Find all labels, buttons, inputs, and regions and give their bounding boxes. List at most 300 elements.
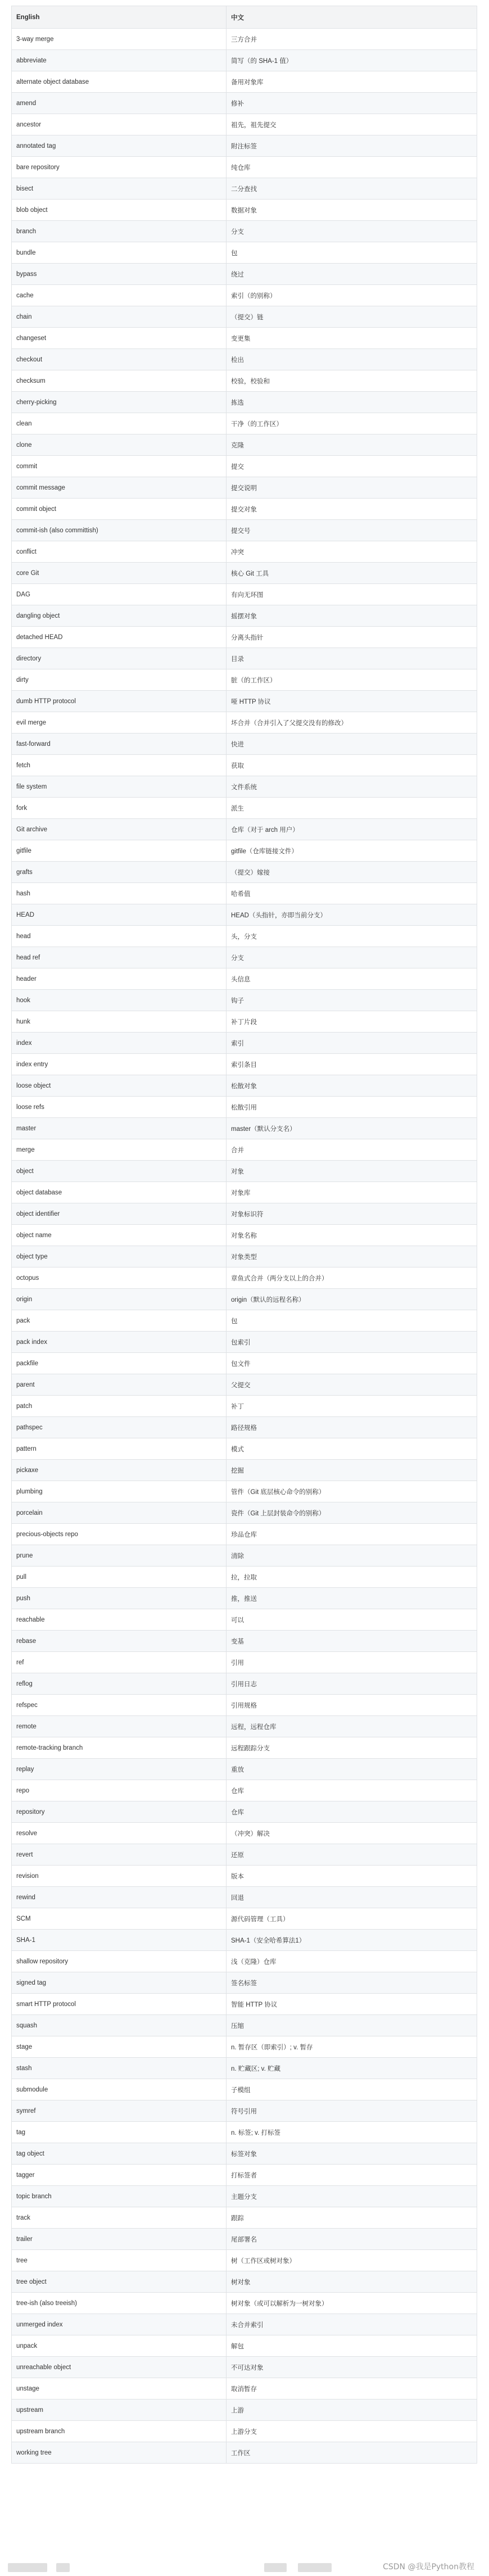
term-chinese: 跟踪 xyxy=(227,2207,477,2229)
term-chinese: 源代码管理（工具） xyxy=(227,1908,477,1930)
term-english: tag object xyxy=(12,2143,227,2165)
term-chinese: master（默认分支名） xyxy=(227,1118,477,1139)
term-chinese: 仓库（对于 arch 用户） xyxy=(227,819,477,840)
table-row xyxy=(12,2335,477,2357)
term-english: unpack xyxy=(12,2335,227,2357)
table-row xyxy=(12,1524,477,1545)
term-chinese: n. 标签; v. 打标签 xyxy=(227,2122,477,2143)
term-english: commit object xyxy=(12,499,227,520)
term-english: tree object xyxy=(12,2271,227,2293)
table-row xyxy=(12,1801,477,1823)
table-row xyxy=(12,1545,477,1567)
term-chinese: 压缩 xyxy=(227,2015,477,2036)
term-chinese: 数据对象 xyxy=(227,200,477,221)
term-chinese: 钩子 xyxy=(227,990,477,1011)
term-english: cache xyxy=(12,285,227,306)
table-row xyxy=(12,1075,477,1097)
table-row xyxy=(12,734,477,755)
term-chinese: 拉，拉取 xyxy=(227,1567,477,1588)
term-chinese: 签名标签 xyxy=(227,1972,477,1994)
table-row xyxy=(12,947,477,968)
term-english: 3-way merge xyxy=(12,29,227,50)
term-english: packfile xyxy=(12,1353,227,1374)
term-english: core Git xyxy=(12,563,227,584)
term-english: object database xyxy=(12,1182,227,1203)
table-row xyxy=(12,93,477,114)
term-chinese: 标签对象 xyxy=(227,2143,477,2165)
table-row xyxy=(12,1396,477,1417)
column-header-chinese: 中文 xyxy=(227,6,477,29)
term-english: ref xyxy=(12,1652,227,1673)
table-row xyxy=(12,1182,477,1203)
term-english: patch xyxy=(12,1396,227,1417)
table-row xyxy=(12,1310,477,1332)
term-english: alternate object database xyxy=(12,71,227,93)
term-chinese: 重放 xyxy=(227,1759,477,1780)
table-row xyxy=(12,306,477,328)
table-row xyxy=(12,477,477,499)
term-chinese: 未合并索引 xyxy=(227,2314,477,2335)
term-chinese: 智能 HTTP 协议 xyxy=(227,1994,477,2015)
table-row xyxy=(12,2079,477,2100)
term-chinese: 分离头指针 xyxy=(227,627,477,648)
term-chinese: 拣选 xyxy=(227,392,477,413)
table-row xyxy=(12,1267,477,1289)
term-english: upstream branch xyxy=(12,2421,227,2442)
table-row xyxy=(12,1823,477,1844)
term-chinese: 简写（的 SHA-1 值） xyxy=(227,50,477,71)
term-chinese: 子模组 xyxy=(227,2079,477,2100)
table-row xyxy=(12,178,477,200)
term-english: fetch xyxy=(12,755,227,776)
term-chinese: 摇摆对象 xyxy=(227,605,477,627)
term-english: fast-forward xyxy=(12,734,227,755)
term-chinese: origin（默认的远程名称） xyxy=(227,1289,477,1310)
term-english: conflict xyxy=(12,541,227,563)
term-chinese: 树对象（或可以解析为一树对象） xyxy=(227,2293,477,2314)
term-chinese: 脏（的工作区） xyxy=(227,669,477,691)
term-english: tree xyxy=(12,2250,227,2271)
term-english: working tree xyxy=(12,2442,227,2464)
term-english: submodule xyxy=(12,2079,227,2100)
term-english: upstream xyxy=(12,2400,227,2421)
term-chinese: 上游 xyxy=(227,2400,477,2421)
table-row xyxy=(12,157,477,178)
term-english: remote-tracking branch xyxy=(12,1737,227,1759)
term-english: amend xyxy=(12,93,227,114)
table-row xyxy=(12,2400,477,2421)
term-chinese: 索引（的别称） xyxy=(227,285,477,306)
table-row xyxy=(12,691,477,712)
term-chinese: 分支 xyxy=(227,221,477,242)
table-row xyxy=(12,1716,477,1737)
term-chinese: （冲突）解决 xyxy=(227,1823,477,1844)
term-english: signed tag xyxy=(12,1972,227,1994)
term-chinese: 对象 xyxy=(227,1161,477,1182)
term-chinese: 引用 xyxy=(227,1652,477,1673)
term-chinese: 仓库 xyxy=(227,1780,477,1801)
table-row xyxy=(12,520,477,541)
table-row xyxy=(12,1332,477,1353)
term-english: pack xyxy=(12,1310,227,1332)
term-chinese: 索引 xyxy=(227,1033,477,1054)
table-row xyxy=(12,1631,477,1652)
term-english: bundle xyxy=(12,242,227,264)
term-chinese: 管件（Git 底层核心命令的别称） xyxy=(227,1481,477,1502)
table-row xyxy=(12,2165,477,2186)
term-chinese: 获取 xyxy=(227,755,477,776)
term-english: track xyxy=(12,2207,227,2229)
term-chinese: HEAD（头指针，亦即当前分支） xyxy=(227,904,477,926)
term-english: grafts xyxy=(12,862,227,883)
term-english: commit xyxy=(12,456,227,477)
term-english: header xyxy=(12,968,227,990)
table-row xyxy=(12,1033,477,1054)
table-row xyxy=(12,1780,477,1801)
table-row xyxy=(12,605,477,627)
term-english: revert xyxy=(12,1844,227,1866)
term-chinese: 二分查找 xyxy=(227,178,477,200)
term-english: reachable xyxy=(12,1609,227,1631)
table-row xyxy=(12,2442,477,2464)
table-row xyxy=(12,1011,477,1033)
table-row xyxy=(12,1139,477,1161)
term-chinese: 模式 xyxy=(227,1438,477,1460)
term-english: tag xyxy=(12,2122,227,2143)
term-chinese: 回退 xyxy=(227,1887,477,1908)
table-row xyxy=(12,1502,477,1524)
table-row xyxy=(12,2143,477,2165)
term-english: SCM xyxy=(12,1908,227,1930)
term-chinese: 推，推送 xyxy=(227,1588,477,1609)
table-row xyxy=(12,1652,477,1673)
term-english: bypass xyxy=(12,264,227,285)
term-chinese: 尾部署名 xyxy=(227,2229,477,2250)
term-english: symref xyxy=(12,2100,227,2122)
term-english: rewind xyxy=(12,1887,227,1908)
term-chinese: （提交）链 xyxy=(227,306,477,328)
term-english: plumbing xyxy=(12,1481,227,1502)
table-row xyxy=(12,990,477,1011)
term-english: changeset xyxy=(12,328,227,349)
term-english: commit message xyxy=(12,477,227,499)
column-header-english: English xyxy=(12,6,227,29)
table-row xyxy=(12,669,477,691)
table-row xyxy=(12,1588,477,1609)
term-chinese: 浅（克隆）仓库 xyxy=(227,1951,477,1972)
term-chinese: 章鱼式合并（两分支以上的合并） xyxy=(227,1267,477,1289)
table-row xyxy=(12,392,477,413)
table-row xyxy=(12,798,477,819)
term-english: rebase xyxy=(12,1631,227,1652)
term-chinese: 纯仓库 xyxy=(227,157,477,178)
term-english: clone xyxy=(12,434,227,456)
glossary-container xyxy=(11,6,477,2464)
term-chinese: 还原 xyxy=(227,1844,477,1866)
table-row xyxy=(12,1481,477,1502)
term-chinese: 修补 xyxy=(227,93,477,114)
term-english: push xyxy=(12,1588,227,1609)
term-english: blob object xyxy=(12,200,227,221)
term-english: smart HTTP protocol xyxy=(12,1994,227,2015)
term-english: origin xyxy=(12,1289,227,1310)
term-english: checkout xyxy=(12,349,227,370)
term-chinese: （提交）嫁接 xyxy=(227,862,477,883)
table-row xyxy=(12,2378,477,2400)
term-chinese: 哈希值 xyxy=(227,883,477,904)
term-chinese: 包 xyxy=(227,1310,477,1332)
term-english: HEAD xyxy=(12,904,227,926)
term-chinese: 祖先，祖先提交 xyxy=(227,114,477,135)
term-english: porcelain xyxy=(12,1502,227,1524)
term-chinese: 上游分支 xyxy=(227,2421,477,2442)
term-chinese: 对象标识符 xyxy=(227,1203,477,1225)
term-chinese: 提交 xyxy=(227,456,477,477)
table-body xyxy=(12,29,477,2464)
table-row xyxy=(12,285,477,306)
term-english: repo xyxy=(12,1780,227,1801)
table-row xyxy=(12,349,477,370)
blurred-footer-block xyxy=(8,2563,47,2572)
term-english: squash xyxy=(12,2015,227,2036)
term-english: clean xyxy=(12,413,227,434)
term-chinese: 清除 xyxy=(227,1545,477,1567)
table-row xyxy=(12,1759,477,1780)
term-chinese: 三方合并 xyxy=(227,29,477,50)
table-row xyxy=(12,242,477,264)
term-english: repository xyxy=(12,1801,227,1823)
term-english: trailer xyxy=(12,2229,227,2250)
table-row xyxy=(12,1289,477,1310)
term-chinese: gitfile（仓库链接文件） xyxy=(227,840,477,862)
table-row xyxy=(12,434,477,456)
table-row xyxy=(12,1203,477,1225)
table-row xyxy=(12,2186,477,2207)
term-chinese: 引用规格 xyxy=(227,1695,477,1716)
term-chinese: 绕过 xyxy=(227,264,477,285)
term-chinese: 头，分支 xyxy=(227,926,477,947)
term-chinese: 快进 xyxy=(227,734,477,755)
term-chinese: 版本 xyxy=(227,1866,477,1887)
term-english: pattern xyxy=(12,1438,227,1460)
term-english: detached HEAD xyxy=(12,627,227,648)
table-row xyxy=(12,776,477,798)
term-chinese: 头信息 xyxy=(227,968,477,990)
table-row xyxy=(12,2357,477,2378)
term-chinese: 文件系统 xyxy=(227,776,477,798)
table-row xyxy=(12,584,477,605)
table-row xyxy=(12,2314,477,2335)
term-chinese: 索引条目 xyxy=(227,1054,477,1075)
table-row xyxy=(12,264,477,285)
term-chinese: 对象类型 xyxy=(227,1246,477,1267)
term-english: cherry-picking xyxy=(12,392,227,413)
term-english: precious-objects repo xyxy=(12,1524,227,1545)
table-row xyxy=(12,370,477,392)
glossary-table xyxy=(11,6,477,2464)
term-english: tagger xyxy=(12,2165,227,2186)
term-english: index xyxy=(12,1033,227,1054)
term-english: loose object xyxy=(12,1075,227,1097)
term-chinese: 松散对象 xyxy=(227,1075,477,1097)
table-row xyxy=(12,883,477,904)
table-row xyxy=(12,904,477,926)
term-chinese: 派生 xyxy=(227,798,477,819)
term-chinese: 补丁 xyxy=(227,1396,477,1417)
term-chinese: 树对象 xyxy=(227,2271,477,2293)
term-english: unmerged index xyxy=(12,2314,227,2335)
term-chinese: 挖掘 xyxy=(227,1460,477,1481)
table-row xyxy=(12,1460,477,1481)
term-chinese: 松散引用 xyxy=(227,1097,477,1118)
term-chinese: 不可达对象 xyxy=(227,2357,477,2378)
term-chinese: 取消暂存 xyxy=(227,2378,477,2400)
table-row xyxy=(12,1972,477,1994)
term-english: topic branch xyxy=(12,2186,227,2207)
term-chinese: 目录 xyxy=(227,648,477,669)
term-english: evil merge xyxy=(12,712,227,734)
table-row xyxy=(12,1118,477,1139)
term-english: bisect xyxy=(12,178,227,200)
term-english: refspec xyxy=(12,1695,227,1716)
table-row xyxy=(12,71,477,93)
term-chinese: 提交号 xyxy=(227,520,477,541)
term-english: object name xyxy=(12,1225,227,1246)
term-chinese: 附注标签 xyxy=(227,135,477,157)
term-english: hash xyxy=(12,883,227,904)
table-row xyxy=(12,29,477,50)
table-row xyxy=(12,221,477,242)
table-row xyxy=(12,1887,477,1908)
term-english: unstage xyxy=(12,2378,227,2400)
term-chinese: 克隆 xyxy=(227,434,477,456)
term-english: remote xyxy=(12,1716,227,1737)
term-chinese: 主题分支 xyxy=(227,2186,477,2207)
term-english: pickaxe xyxy=(12,1460,227,1481)
term-english: index entry xyxy=(12,1054,227,1075)
table-row xyxy=(12,2207,477,2229)
table-row xyxy=(12,413,477,434)
term-chinese: 补丁片段 xyxy=(227,1011,477,1033)
term-chinese: 对象名称 xyxy=(227,1225,477,1246)
term-english: chain xyxy=(12,306,227,328)
table-row xyxy=(12,1737,477,1759)
table-row xyxy=(12,2250,477,2271)
table-row xyxy=(12,1930,477,1951)
csdn-watermark: CSDN @我是Python教程 xyxy=(383,2563,474,2572)
term-chinese: SHA-1（安全哈希算法1） xyxy=(227,1930,477,1951)
table-row xyxy=(12,627,477,648)
term-english: object identifier xyxy=(12,1203,227,1225)
table-row xyxy=(12,200,477,221)
term-chinese: 路径规格 xyxy=(227,1417,477,1438)
term-chinese: 包索引 xyxy=(227,1332,477,1353)
term-chinese: 符号引用 xyxy=(227,2100,477,2122)
table-row xyxy=(12,1866,477,1887)
table-row xyxy=(12,1054,477,1075)
term-chinese: 解包 xyxy=(227,2335,477,2357)
term-chinese: 父提交 xyxy=(227,1374,477,1396)
term-chinese: 合并 xyxy=(227,1139,477,1161)
term-chinese: 提交说明 xyxy=(227,477,477,499)
term-chinese: 包 xyxy=(227,242,477,264)
table-row xyxy=(12,1908,477,1930)
table-row xyxy=(12,2058,477,2079)
term-english: directory xyxy=(12,648,227,669)
term-chinese: 瓷件（Git 上层封装命令的别称） xyxy=(227,1502,477,1524)
term-english: replay xyxy=(12,1759,227,1780)
table-row xyxy=(12,1951,477,1972)
blurred-footer-block xyxy=(264,2563,287,2572)
term-english: master xyxy=(12,1118,227,1139)
term-chinese: n. 暂存区（即索引）; v. 暂存 xyxy=(227,2036,477,2058)
term-english: pull xyxy=(12,1567,227,1588)
table-row xyxy=(12,648,477,669)
term-chinese: 对象库 xyxy=(227,1182,477,1203)
term-english: object type xyxy=(12,1246,227,1267)
table-row xyxy=(12,1567,477,1588)
term-chinese: 有向无环图 xyxy=(227,584,477,605)
blurred-footer-block xyxy=(56,2563,70,2572)
term-english: dirty xyxy=(12,669,227,691)
term-chinese: 检出 xyxy=(227,349,477,370)
term-chinese: 变更集 xyxy=(227,328,477,349)
term-english: loose refs xyxy=(12,1097,227,1118)
term-chinese: 干净（的工作区） xyxy=(227,413,477,434)
term-english: pack index xyxy=(12,1332,227,1353)
table-row xyxy=(12,50,477,71)
term-chinese: 核心 Git 工具 xyxy=(227,563,477,584)
table-row xyxy=(12,114,477,135)
term-english: hook xyxy=(12,990,227,1011)
table-row xyxy=(12,1161,477,1182)
table-row xyxy=(12,1609,477,1631)
term-chinese: 仓库 xyxy=(227,1801,477,1823)
term-english: checksum xyxy=(12,370,227,392)
table-row xyxy=(12,1374,477,1396)
term-english: annotated tag xyxy=(12,135,227,157)
term-chinese: 珍品仓库 xyxy=(227,1524,477,1545)
term-chinese: 远程，远程仓库 xyxy=(227,1716,477,1737)
table-row xyxy=(12,2015,477,2036)
table-row xyxy=(12,1844,477,1866)
term-chinese: 打标签者 xyxy=(227,2165,477,2186)
term-chinese: 可以 xyxy=(227,1609,477,1631)
term-chinese: 提交对象 xyxy=(227,499,477,520)
term-chinese: 包文件 xyxy=(227,1353,477,1374)
table-row xyxy=(12,2271,477,2293)
table-row xyxy=(12,1225,477,1246)
term-english: abbreviate xyxy=(12,50,227,71)
table-row xyxy=(12,2293,477,2314)
table-row xyxy=(12,968,477,990)
table-header-row xyxy=(12,6,477,29)
term-english: shallow repository xyxy=(12,1951,227,1972)
table-row xyxy=(12,926,477,947)
term-english: prune xyxy=(12,1545,227,1567)
term-english: revision xyxy=(12,1866,227,1887)
term-english: parent xyxy=(12,1374,227,1396)
table-row xyxy=(12,1695,477,1716)
table-row xyxy=(12,135,477,157)
table-row xyxy=(12,1673,477,1695)
table-row xyxy=(12,456,477,477)
term-english: resolve xyxy=(12,1823,227,1844)
table-row xyxy=(12,328,477,349)
table-row xyxy=(12,1097,477,1118)
table-row xyxy=(12,1246,477,1267)
term-english: DAG xyxy=(12,584,227,605)
